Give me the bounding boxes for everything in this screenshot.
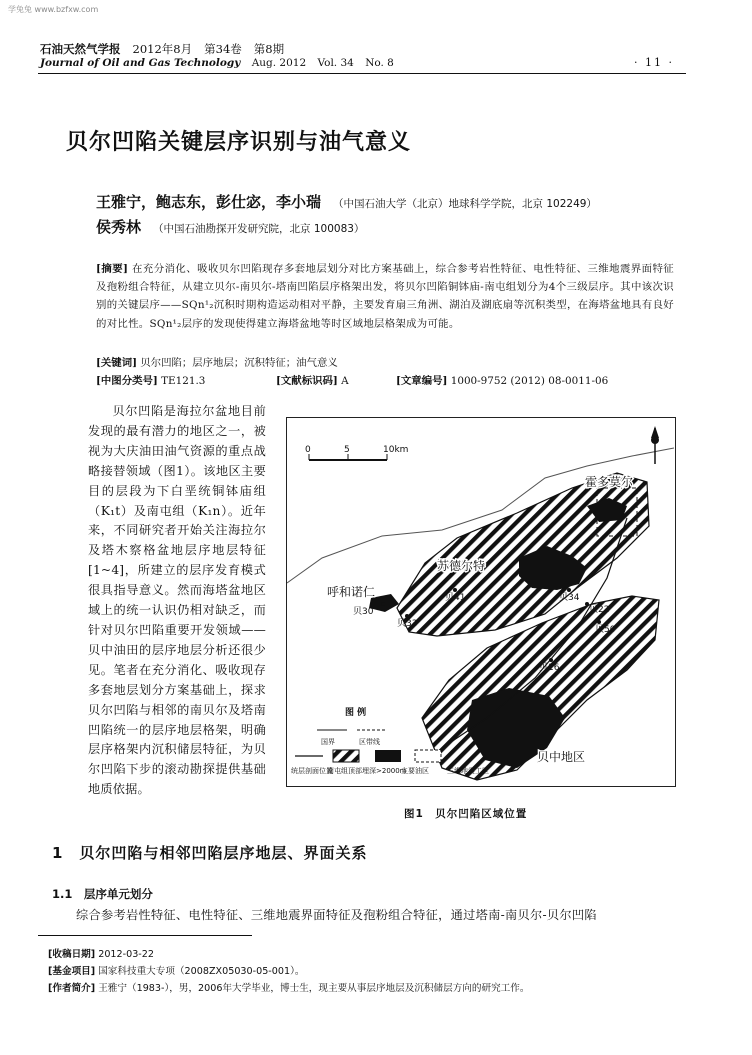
label-bei50: 贝50 [595,625,616,635]
section-1-heading: 1 贝尔凹陷与相邻凹陷层序地层、界面关系 [52,844,368,862]
keywords-text: 贝尔凹陷；层序地层；沉积特征；油气意义 [140,357,338,369]
scale-bar [305,445,408,460]
label-bei16: 贝16 [539,663,560,673]
intro-paragraph [88,402,266,800]
legend-seismic-swatch [415,750,441,762]
intro-text: 贝尔凹陷是海拉尔盆地目前发现的最有潜力的地区之一，被视为大庆油田油气资源的重点战略接替领域（图1）。该地区主要目的层段为下白垩统铜钵庙组（K₁t）及南屯组（K₁n）。近年来，不同研究者开始关注海拉尔及塔木察格盆地层序地层特征[1~4]，所建立的层序发育模式很具指导意义。然而海塔盆地区域上的统一认识仍相对缺乏，而针对贝尔凹陷重要开发领域——贝中油田的层序地层分析还很少见。笔者在充分消化、吸收现存多套地层划分方案基础上，探求贝尔凹陷与相邻的南贝尔及塔南凹陷统一的层序地层格架，明确层序格架内沉积储层特征，为贝尔凹陷下步的滚动勘探提供基础地质依据。 [88,404,266,797]
abstract [96,260,674,333]
abstract-label: [摘要] [96,263,129,275]
issue-no-en: No. 8 [365,57,394,69]
affiliation-2: （中国石油勘探开发研究院，北京 100083） [153,223,365,235]
section-1-1-text: 综合参考岩性特征、电性特征、三维地震界面特征及孢粉组合特征，通过塔南-南贝尔-贝尔凹陷 [76,908,597,922]
journal-name-cn: 石油天然气学报 [40,42,121,56]
legend-main-oil: 主要油区 [401,767,429,775]
scale-label-10: 10km [383,445,409,455]
article-number: [文章编号] 1000-9752 (2012) 08-0011-06 [396,375,609,387]
keywords-label: [关键词] [96,357,138,369]
figure-caption: 图1 贝尔凹陷区域位置 [404,808,528,820]
footnote-received: [收稿日期] 2012-03-22 [48,949,154,960]
label-sudeerte: 苏德尔特 [437,559,486,573]
issue-date-en: Aug. 2012 [251,57,307,69]
label-huoduomoer: 霍多莫尔 [585,475,634,489]
affiliation-1: （中国石油大学（北京）地球科学学院，北京 102249） [333,198,597,210]
journal-header-en [40,57,402,69]
north-arrow-icon [651,426,659,464]
region-map [287,418,674,785]
scale-label-5: 5 [344,445,350,455]
article-title: 贝尔凹陷关键层序识别与油气意义 [66,130,412,155]
keywords [96,354,338,369]
section-1-1-heading: 1.1 层序单元划分 [52,887,153,901]
issue-no-cn: 第8期 [253,42,285,56]
abstract-text: 在充分消化、吸收贝尔凹陷现存多套地层划分对比方案基础上，综合参考岩性特征、电性特征、三维地震界面特征及孢粉组合特征，从建立贝尔-南贝尔-塔南凹陷层序格架出发，将贝尔凹陷铜钵庙-南屯组划分为4个三级层序。其中该次识别的关键层序——SQn¹₂沉积时期构造运动相对平静，主要发育扇三角洲、湖泊及湖底扇等沉积类型，在海塔盆地具有良好的对比性。SQn¹₂层序的发现使得建立海塔盆地等时区域地层格架成为可能。 [96,263,674,330]
label-bei41: 贝41 [445,593,466,603]
scale-label-0: 0 [305,445,311,455]
issue-date-cn: 2012年8月 [132,42,193,56]
journal-header-cn [40,41,292,57]
volume-en: Vol. 34 [317,57,354,69]
label-bei22: 贝22 [589,605,610,615]
label-bei33: 贝33 [397,619,418,629]
footnote-author: [作者简介] 王雅宁（1983-），男，2006年大学毕业，博士生，现主要从事层序地层及沉积储层方向的研究工作。 [48,983,530,994]
legend-boundary: 国界 [321,738,335,746]
footnote-rule [38,935,252,936]
legend-seismic-3d: 三维地震工区 [447,767,489,775]
legend-oil-swatch [375,750,401,762]
document-code: [文献标识码] A [276,375,349,387]
journal-name-en: Journal of Oil and Gas Technology [40,57,241,69]
legend-nantun-depth: 南屯组顶部埋深>2000m [327,767,407,775]
label-bei30: 贝30 [353,607,374,617]
authors-line-2 [96,216,364,237]
header-rule [38,73,686,74]
clc-number: [中图分类号] TE121.3 [96,375,206,387]
volume-cn: 第34卷 [204,42,242,56]
label-huhenuoren: 呼和诺仁 [327,585,376,599]
legend-depth-swatch [333,750,359,762]
watermark: 学兔兔 www.bzfxw.com [8,5,99,14]
label-beizhong: 贝中地区 [537,750,586,764]
authors-line-1 [96,191,597,212]
region-map-figure [286,417,676,787]
legend-zone-line: 区带线 [359,738,380,746]
legend-section-pos: 统层剖面位置 [291,767,333,775]
footnote-fund: [基金项目] 国家科技重大专项（2008ZX05030-05-001）。 [48,966,305,977]
label-bei34: 贝34 [559,593,580,603]
page-number: · 11 · [634,56,674,69]
legend-title: 图 例 [345,708,367,718]
author-names-1: 王雅宁，鲍志东，彭仕宓，李小瑞 [96,193,322,211]
author-names-2: 侯秀林 [96,218,142,236]
